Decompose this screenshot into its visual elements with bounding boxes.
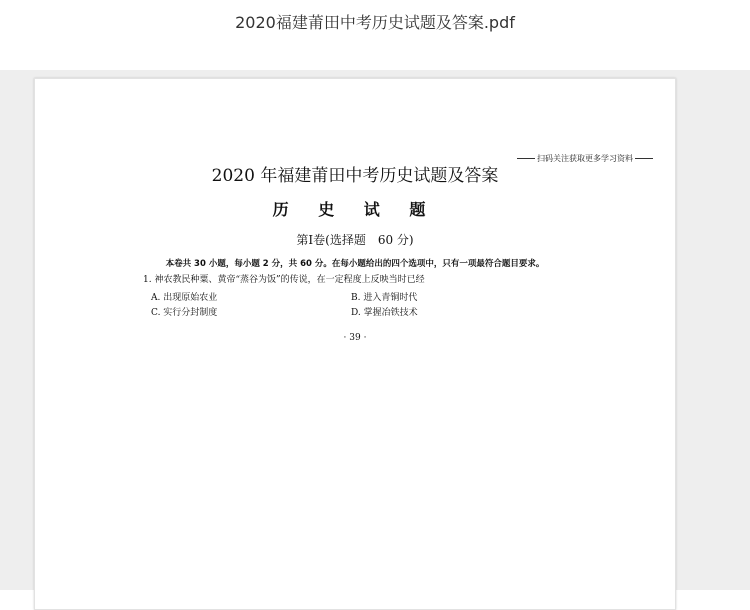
title-bar [0,0,750,70]
pdf-page [34,78,676,610]
pdf-viewer[interactable] [0,70,750,590]
subject-heading: 历 史 试 题 [272,200,438,219]
exam-title: 2020 年福建莆田中考历史试题及答案 [211,166,499,186]
dash-line-left [517,158,535,159]
watermark-text: 扫码关注获取更多学习资料 [537,154,633,163]
option-b: B. 进入青铜时代 [351,293,418,303]
section-heading: 第Ⅰ卷(选择题 60 分) [296,233,414,247]
instruction-text: 本卷共 30 小题，每小题 2 分，共 60 分。在每小题给出的四个选项中，只有一项最符合题目要求。 [165,259,545,269]
page-number: · 39 · [343,333,367,343]
question-1: 1. 神农教民种粟、黄帝“蒸谷为饭”的传说，在一定程度上反映当时已经 [143,275,425,285]
option-a: A. 出现原始农业 [151,293,218,303]
document-title: 2020福建莆田中考历史试题及答案.pdf [235,13,515,32]
dash-line-right [635,158,653,159]
option-c: C. 实行分封制度 [151,308,218,318]
option-d: D. 掌握冶铁技术 [351,308,418,318]
